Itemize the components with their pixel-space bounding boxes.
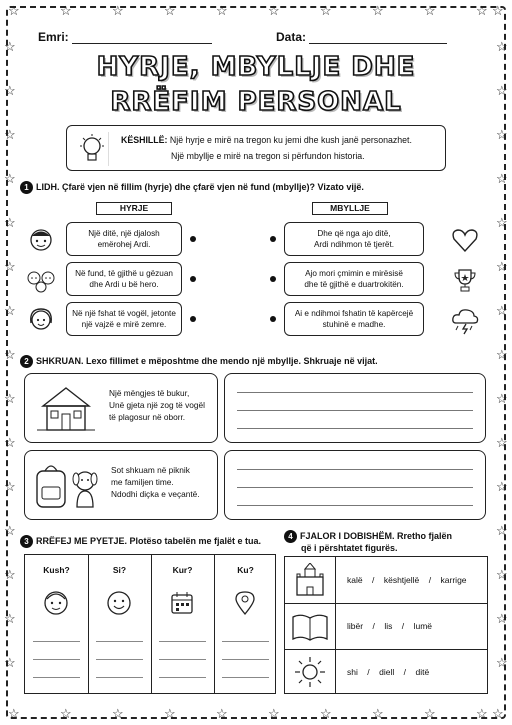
answer-line[interactable]	[33, 641, 80, 642]
star-icon: ☆	[164, 706, 176, 721]
star-icon: ☆	[4, 567, 16, 582]
tip-box	[66, 125, 446, 171]
backpack-dog-icon	[33, 459, 103, 513]
question-header: Kush?	[43, 565, 70, 575]
ending-line: dhe të gjithë e duartrokitën.	[304, 280, 404, 289]
ending-sentence-box	[284, 302, 424, 336]
question-header: Kur?	[172, 565, 193, 575]
answer-panel-2[interactable]	[224, 450, 486, 520]
answer-line[interactable]	[33, 659, 80, 660]
star-icon: ☆	[4, 611, 16, 626]
star-icon: ☆	[4, 523, 16, 538]
tip-text-2: Një mbyllje e mirë na tregon si përfundon historia.	[171, 151, 365, 161]
location-pin-icon	[231, 589, 259, 617]
story-panel-1	[24, 373, 218, 443]
star-icon: ☆	[496, 259, 508, 274]
star-icon: ☆	[496, 39, 508, 54]
answer-line[interactable]	[159, 677, 206, 678]
story-1-line-3: të plagosur në oborr.	[109, 412, 186, 422]
section3-heading-text: RRËFEJ ME PYETJE. Plotëso tabelën me fjalët e tua.	[36, 536, 262, 546]
intro-line: Në fund, të gjithë u gëzuan	[75, 269, 173, 278]
answer-line[interactable]	[96, 677, 143, 678]
castle-icon	[293, 563, 327, 597]
section4-heading	[284, 530, 452, 543]
star-icon: ☆	[496, 567, 508, 582]
story-panel-2	[24, 450, 218, 520]
star-icon: ☆	[4, 391, 16, 406]
star-icon: ☆	[492, 3, 504, 18]
star-icon: ☆	[112, 3, 124, 18]
star-icon: ☆	[4, 127, 16, 142]
questions-table	[24, 554, 276, 694]
left-match-dot[interactable]	[190, 236, 196, 242]
star-icon: ☆	[496, 303, 508, 318]
face-icon	[42, 589, 70, 617]
smile-icon	[105, 589, 133, 617]
star-icon: ☆	[492, 706, 504, 721]
intro-sentence-box	[66, 302, 182, 336]
star-icon: ☆	[476, 3, 488, 18]
star-icon: ☆	[4, 39, 16, 54]
star-icon: ☆	[4, 259, 16, 274]
story-2-line-3: Ndodhi diçka e veçantë.	[111, 489, 200, 499]
story-2-line-2: me familjen time.	[111, 477, 174, 487]
answer-line[interactable]	[222, 641, 269, 642]
left-match-dot[interactable]	[190, 316, 196, 322]
star-icon: ☆	[496, 391, 508, 406]
star-icon: ☆	[496, 347, 508, 362]
intro-sentence-box	[66, 262, 182, 296]
book-icon	[291, 611, 329, 643]
date-label: Data:	[276, 30, 307, 44]
star-icon: ☆	[4, 347, 16, 362]
question-header: Si?	[112, 565, 127, 575]
girl-icon	[26, 305, 56, 335]
vocab-row-1-words[interactable]: kalë / kështjellë / karrige	[347, 575, 467, 585]
heart-icon	[450, 225, 480, 255]
star-icon: ☆	[496, 435, 508, 450]
star-icon: ☆	[476, 706, 488, 721]
answer-line[interactable]	[33, 677, 80, 678]
page-title-line1: HYRJE, MBYLLJE DHE	[96, 52, 416, 82]
section1-heading-text: LIDH. Çfarë vjen në fillim (hyrje) dhe çfarë vjen në fund (mbyllje)? Vizato vijë.	[36, 182, 364, 192]
star-icon: ☆	[372, 3, 384, 18]
star-icon: ☆	[4, 83, 16, 98]
ending-sentence-box	[284, 222, 424, 256]
star-icon: ☆	[60, 706, 72, 721]
date-field[interactable]	[276, 30, 447, 44]
star-icon: ☆	[424, 3, 436, 18]
answer-line[interactable]	[159, 659, 206, 660]
vocab-row-3-words[interactable]: shi / diell / ditë	[347, 667, 430, 677]
answer-line[interactable]	[96, 659, 143, 660]
section2-heading	[20, 355, 378, 368]
star-icon: ☆	[320, 706, 332, 721]
intro-line: një vajzë e mirë zemre.	[81, 320, 167, 329]
section4-heading-text-1: FJALOR I DOBISHËM. Rretho fjalën	[300, 531, 453, 541]
question-header: Ku?	[237, 565, 254, 575]
right-match-dot[interactable]	[270, 236, 276, 242]
answer-line[interactable]	[96, 641, 143, 642]
answer-line[interactable]	[222, 659, 269, 660]
left-match-dot[interactable]	[190, 276, 196, 282]
star-icon: ☆	[4, 215, 16, 230]
story-1-line-1: Një mëngjes të bukur,	[109, 388, 190, 398]
tip-text-1: Një hyrje e mirë na tregon ku jemi dhe kush janë personazhet.	[169, 135, 412, 145]
star-icon: ☆	[320, 3, 332, 18]
intro-line: Në një fshat të vogël, jetonte	[72, 309, 176, 318]
ending-line: Ardi ndihmon të tjerët.	[313, 240, 395, 249]
intro-sentence-box	[66, 222, 182, 256]
star-icon: ☆	[372, 706, 384, 721]
star-icon: ☆	[268, 706, 280, 721]
star-icon: ☆	[496, 523, 508, 538]
intro-line: Një ditë, një djalosh	[88, 229, 160, 238]
vocab-table	[284, 556, 488, 694]
ending-sentence-box	[284, 262, 424, 296]
right-match-dot[interactable]	[270, 316, 276, 322]
section2-heading-text: SHKRUAN. Lexo fillimet e mëposhtme dhe mendo një mbyllje. Shkruaje në vijat.	[36, 356, 378, 366]
page-title-line2: RRËFIM PERSONAL	[110, 87, 402, 117]
star-icon: ☆	[4, 303, 16, 318]
star-icon: ☆	[164, 3, 176, 18]
section1-heading	[20, 181, 364, 194]
intro-line: dhe Ardi u bë hero.	[89, 280, 159, 289]
calendar-icon	[168, 589, 196, 617]
name-line[interactable]	[72, 34, 212, 44]
section1-number: 1	[20, 181, 33, 194]
tip-label: KËSHILLË:	[121, 135, 168, 145]
star-icon: ☆	[60, 3, 72, 18]
ending-line: Dhe që nga ajo ditë,	[317, 229, 391, 238]
house-icon	[37, 384, 95, 434]
star-icon: ☆	[424, 706, 436, 721]
star-icon: ☆	[112, 706, 124, 721]
story-2-line-1: Sot shkuam në piknik	[111, 465, 190, 475]
name-label: Emri:	[38, 30, 69, 44]
answer-line[interactable]	[222, 677, 269, 678]
star-icon: ☆	[216, 706, 228, 721]
star-icon: ☆	[216, 3, 228, 18]
date-line[interactable]	[309, 34, 447, 44]
section3-number: 3	[20, 535, 33, 548]
answer-line[interactable]	[159, 641, 206, 642]
star-icon: ☆	[4, 171, 16, 186]
star-icon: ☆	[496, 655, 508, 670]
star-icon: ☆	[496, 479, 508, 494]
ending-line: stuhinë e madhe.	[322, 320, 386, 329]
star-icon: ☆	[496, 83, 508, 98]
sun-icon	[293, 655, 327, 689]
star-icon: ☆	[4, 435, 16, 450]
trophy-icon	[450, 265, 480, 295]
left-header-ribbon: HYRJE	[96, 202, 172, 215]
boy-icon	[26, 225, 56, 255]
vocab-row-2-words[interactable]: libër / lis / lumë	[347, 621, 433, 631]
section3-heading	[20, 535, 261, 548]
lightbulb-icon	[75, 132, 109, 166]
intro-line: emërohej Ardi.	[97, 240, 151, 249]
name-field[interactable]	[38, 30, 212, 44]
ending-line: Ai e ndihmoi fshatin të kapërcejë	[294, 309, 414, 318]
star-icon: ☆	[496, 171, 508, 186]
family-icon	[26, 265, 56, 295]
section4-number: 4	[284, 530, 297, 543]
star-icon: ☆	[4, 479, 16, 494]
star-icon: ☆	[496, 127, 508, 142]
section2-number: 2	[20, 355, 33, 368]
right-header-ribbon: MBYLLJE	[312, 202, 388, 215]
star-icon: ☆	[4, 655, 16, 670]
ending-line: Ajo mori çmimin e mirësisë	[305, 269, 403, 278]
storm-cloud-icon	[450, 305, 480, 335]
section4-heading-text-2: që i përshtatet figurës.	[301, 543, 398, 553]
star-icon: ☆	[496, 611, 508, 626]
story-1-line-2: Unë gjeta një zog të vogël	[109, 400, 205, 410]
star-icon: ☆	[496, 215, 508, 230]
star-icon: ☆	[268, 3, 280, 18]
star-icon: ☆	[8, 706, 20, 721]
right-match-dot[interactable]	[270, 276, 276, 282]
answer-panel-1[interactable]	[224, 373, 486, 443]
star-icon: ☆	[8, 3, 20, 18]
